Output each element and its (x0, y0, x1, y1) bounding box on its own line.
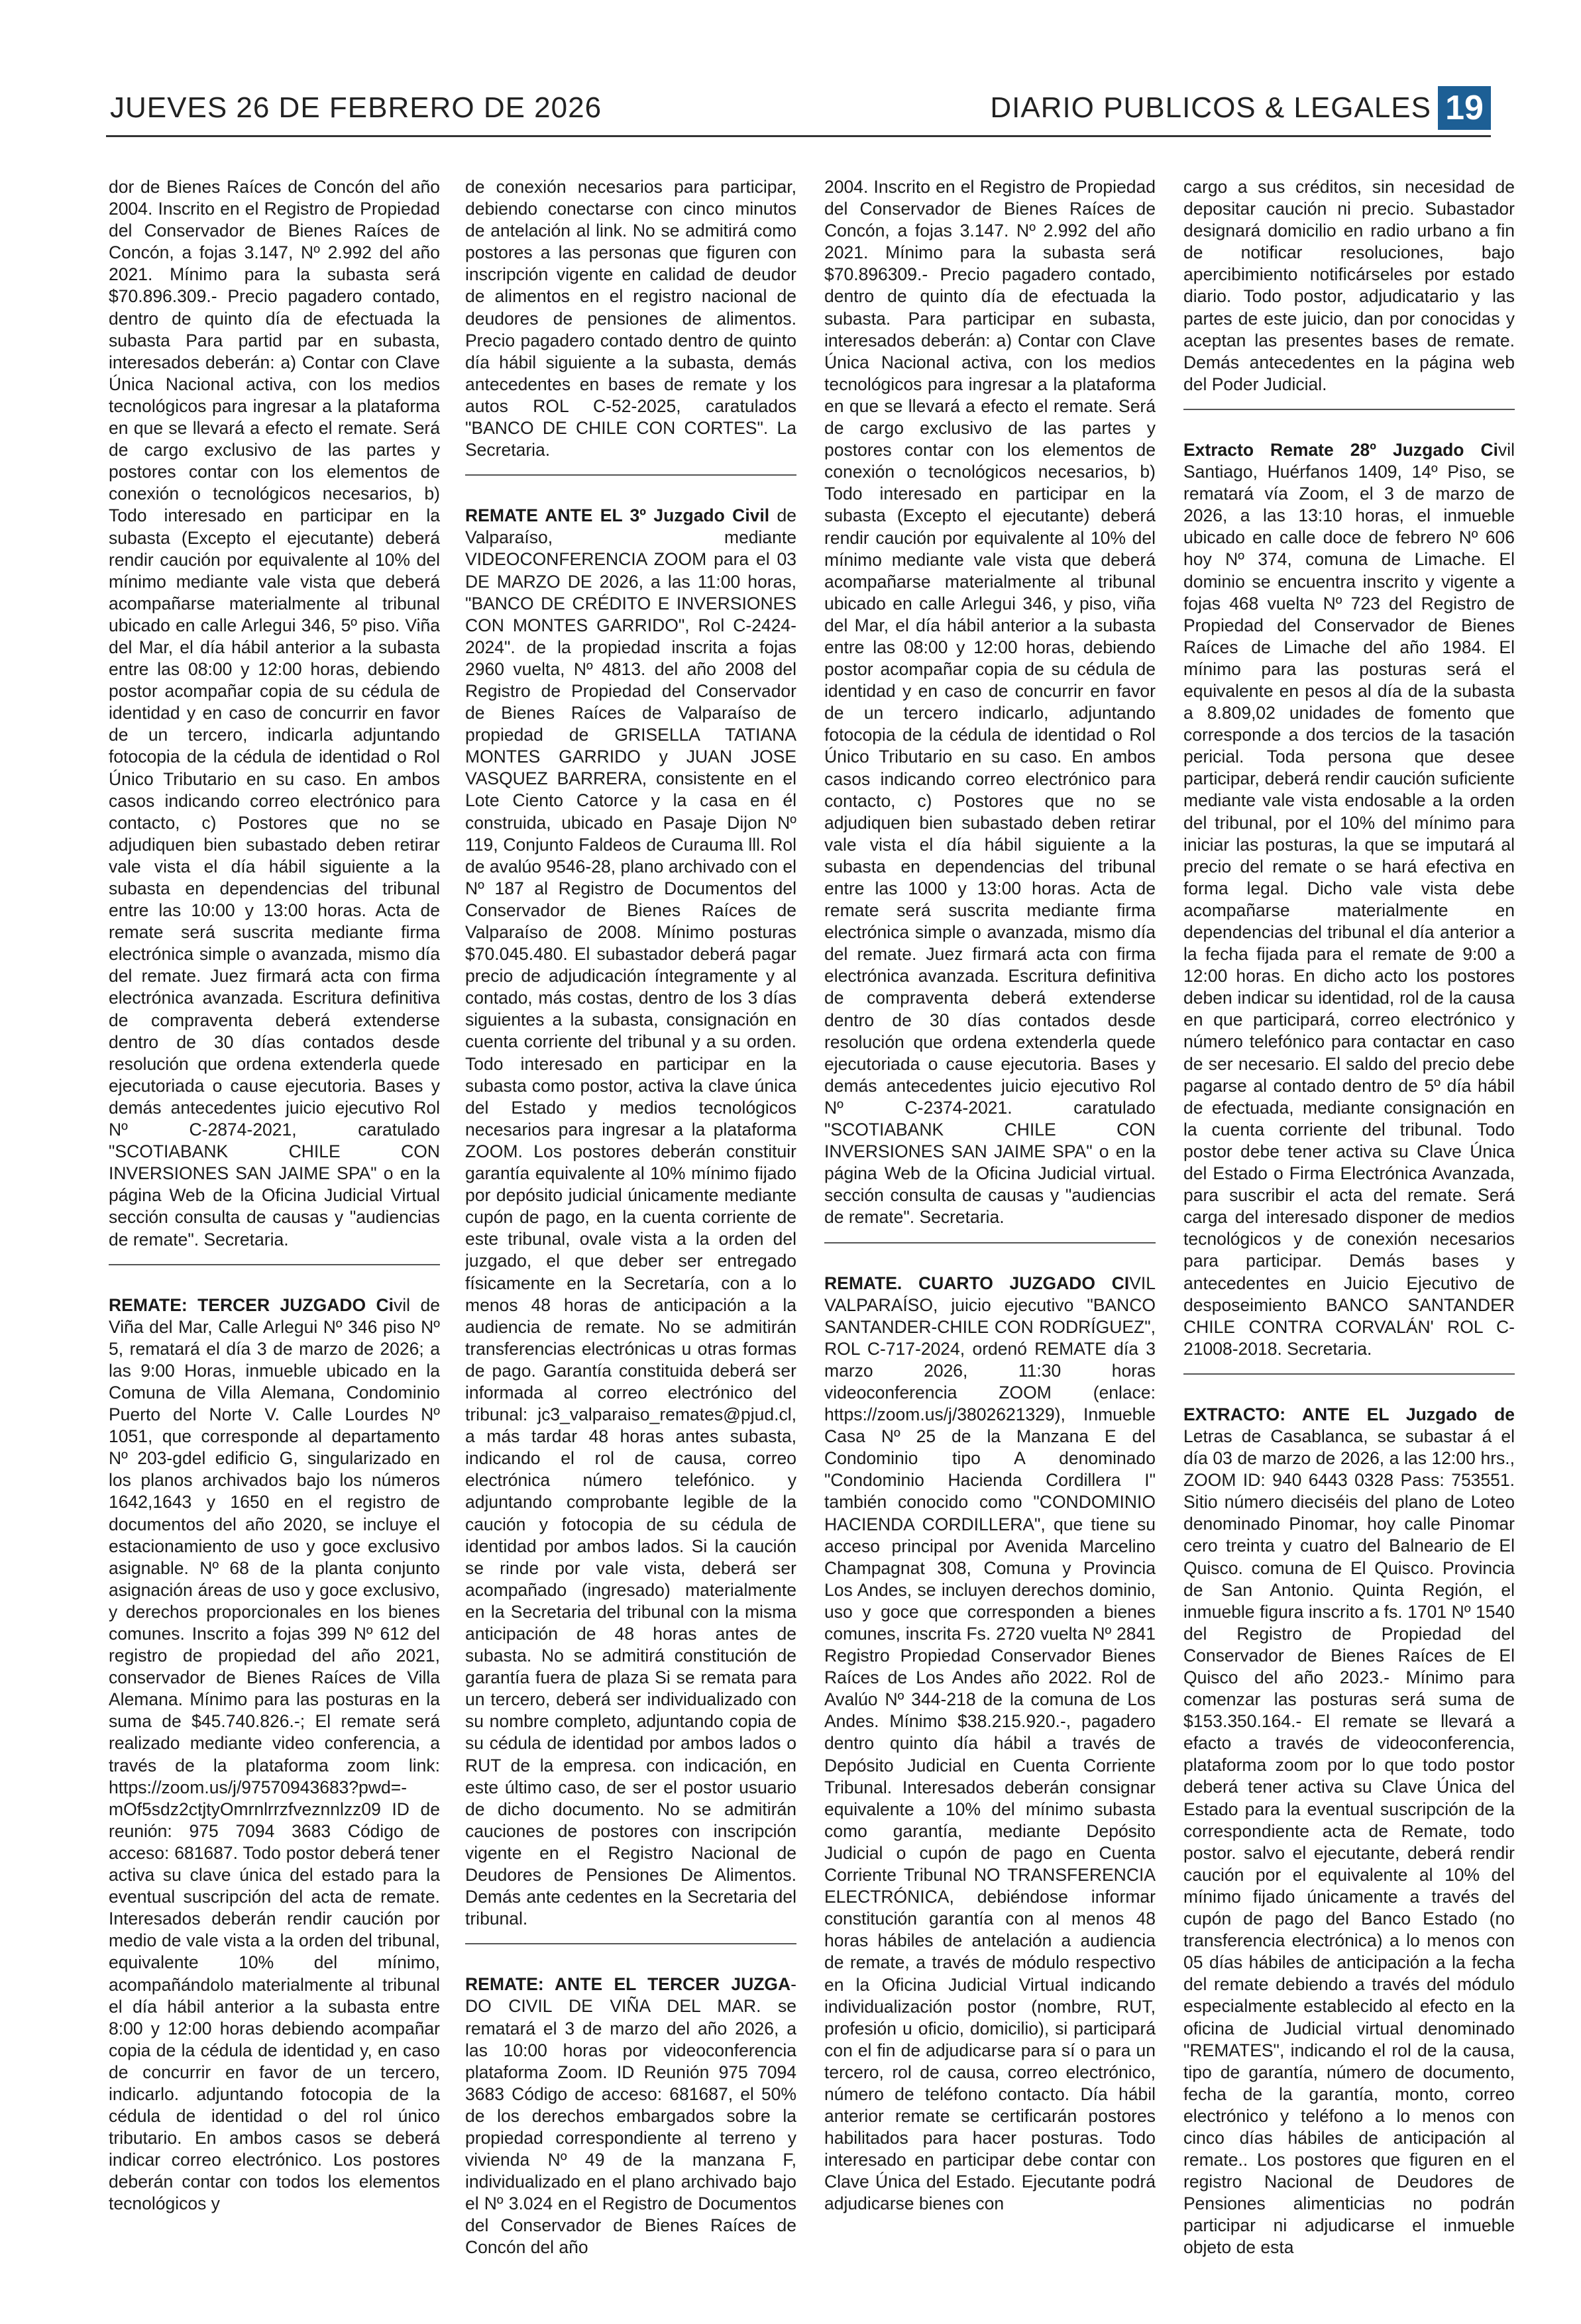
column-2 (465, 176, 796, 2303)
notice-body: cargo a sus créditos, sin necesidad de depositar caución ni precio. Subastador designará domicilio en radio urbano a fin de notificar resoluciones, bajo apercibimiento notificárseles por estado diario. Todo postor, adjudicatario y las partes de este juicio, dan por conocidas y aceptan las presentes bases de remate. Demás antecedentes en la página web del Poder Judicial. (1183, 177, 1515, 394)
notice (465, 505, 796, 1930)
notice-continuation (824, 176, 1156, 1229)
page-header (106, 86, 1491, 140)
notice-separator (1183, 409, 1515, 410)
header-rule (106, 135, 1491, 137)
notice-separator (824, 1242, 1156, 1243)
column-3 (824, 176, 1156, 2303)
notice-body: de Valparaíso, mediante VIDEOCONFERENCIA ZOOM para el 03 DE MARZO DE 2026, a las 11:00 horas, "BANCO DE CRÉDITO E INVERSIONES CON MONTES GARRIDO", Rol C-2424-2024". de la propiedad inscrita a fojas 2960 vuelta, Nº 4813. del año 2008 del Registro de Propiedad del Conservador de Bienes Raíces de Valparaíso de propiedad de GRISELLA TATIANA MONTES GARRIDO y JUAN JOSE VASQUEZ BARRERA, consistente en el Lote Ciento Catorce y la casa en él construida, ubicado en Pasaje Dijon Nº 119, Conjunto Faldeos de Curauma lll. Rol de avalúo 9546-28, plano archivado con el Nº 187 al Registro de Documentos del Conservador de Bienes Raíces de Valparaíso de 2008. Mínimo posturas $70.045.480. El subastador deberá pagar precio de adjudicación íntegramente y al contado, más costas, dentro de los 3 días siguientes a la subasta, consignación en cuenta corriente del tribunal y a su orden. Todo interesado en participar en la subasta como postor, activa la clave única del Estado y medios tecnológicos necesarios para ingresar a la plataforma ZOOM. Los postores deberán constituir garantía equivalente al 10% mínimo fijado por depósito judicial únicamente mediante cupón de pago, en la cuenta corriente de este tribunal, ovale vista a la orden del juzgado, el que deber ser entregado físicamente en la Secretaría, con a lo menos 48 horas de anticipación a la audiencia de remate. No se admitirán transferencias electrónicas u otras formas de pago. Garantía constituida deberá ser informada al correo electrónico del tribunal: jc3_valparaiso_remates@pjud.cl, a más tardar 48 horas antes subasta, indicando el rol de causa, correo electrónica número telefónico. y adjuntando comprobante legible de la caución y fotocopia de su cédula de identidad por ambos lados. Si la caución se rinde por vale vista, deberá ser acompañado (ingresado) materialmente en la Secretaria del tribunal con la misma anticipación de 48 horas antes de subasta. No se admitirá constitución de garantía fuera de plaza Si se remata para un tercero, deberá ser individualizado con su nombre completo, adjuntando copia de su cédula de identidad por ambos lados o RUT de la empresa. con indicación, en este último caso, de ser el postor usuario de dicho documento. No se admitirán cauciones de postores con inscripción vigente en el Registro Nacional de Deudores de Pensiones De Alimentos. Demás ante cedentes en la Secretaria del tribunal. (465, 505, 796, 1929)
notice-lead: REMATE: TERCER JUZGADO Ci (109, 1294, 394, 1315)
notice-continuation (465, 176, 796, 461)
notice-body: dor de Bienes Raíces de Concón del año 2004. Inscrito en el Registro de Propiedad del Conservador de Bienes Raíces de Concón, a fojas 3.147, Nº 2.992 del año 2021. Mínimo para la subasta será $70.896.309.- Precio pagadero contado, dentro de quinto día de efectuada la subasta Para partid par en subasta, interesados deberán: a) Contar con Clave Única Nacional activa, con los medios tecnológicos para ingresar a la plataforma en que se llevará a efecto el remate. Será de cargo exclusivo de las partes y postores contar con los elementos de conexión o tecnológicos necesarios, b) Todo interesado en participar en la subasta (Excepto el ejecutante) deberá rendir caución por equivalente al 10% del mínimo mediante vale vista que deberá acompañarse materialmente al tribunal ubicado en calle Arlegui 346, 5º piso. Viña del Mar, el día hábil anterior a la subasta entre las 08:00 y 12:00 horas, debiendo postor acompañar copia de su cédula de identidad y en caso de concurrir en favor de un tercero, indicarla adjuntando fotocopia de la cédula de identidad o Rol Único Tributario en su caso. En ambos casos indicando correo electrónico para contacto, c) Postores que no se adjudiquen bien subastado deben retirar vale vista el día hábil siguiente a la subasta en dependencias del tribunal entre las 10:00 y 13:00 horas. Acta de remate será suscrita mediante firma electrónica simple o avanzada, mismo día del remate. Juez firmará acta con firma electrónica avanzada. Escritura definitiva de compraventa deberá extenderse dentro de 30 días contados desde resolución que ordena extenderla quede ejecutoriada o cause ejecutoria. Bases y demás antecedentes juicio ejecutivo Rol Nº C-2874-2021, caratulado "SCOTIABANK CHILE CON INVERSIONES SAN JAIME SPA" o en la página Web de la Oficina Judicial Virtual sección consulta de causas y "audiencias de remate". Secretaria. (109, 177, 440, 1249)
column-4 (1183, 176, 1515, 2303)
notice-body: vil de Viña del Mar, Calle Arlegui Nº 346 piso Nº 5, rematará el día 3 de marzo de 2026; a las 9:00 Horas, inmueble ubicado en la Comuna de Villa Alemana, Condominio Puerto del Norte V. Calle Lourdes Nº 1051, que corresponde al departamento Nº 203-gdel edificio G, singularizado en los planos archivados bajo los números 1642,1643 y 1650 en el registro de documentos del año 2020, se incluye el estacionamiento de uso y goce exclusivo asignable. Nº 68 de la planta conjunto asignación áreas de uso y goce exclusivo, y derechos proporcionales en los bienes comunes. Inscrito a fojas 399 Nº 612 del registro de propiedad del año 2021, conservador de Bienes Raíces de Villa Alemana. Mínimo para las posturas en la suma de $45.740.826.-; El remate será realizado mediante video conferencia, a través de la plataforma zoom link: https://zoom.us/j/97570943683?pwd=-mOf5sdz2ctjtyOmrnlrrzfveznnlzz09 ID de reunión: 975 7094 3683 Código de acceso: 681687. Todo postor deberá tener activa su clave única del estado para la eventual suscripción del acta de remate. Interesados deberán rendir caución por medio de vale vista a la orden del tribunal, equivalente 10% del mínimo, acompañándolo materialmente al tribunal el día hábil anterior a la subasta entre 8:00 y 12:00 horas debiendo acompañar copia de la cédula de identidad y, en caso de concurrir en favor de un tercero, indicarlo. adjuntando fotocopia de la cédula de identidad o del rol único tributario. En ambos casos se deberá indicar correo electrónico. Los postores deberán contar con todos los elementos tecnológicos y (109, 1294, 440, 2214)
notice (1183, 1404, 1515, 2259)
notice-body: Letras de Casablanca, se subastar á el día 03 de marzo de 2026, a las 12:00 hrs., ZOOM ID: 940 6443 0328 Pass: 753551. Sitio número dieciséis del plano de Loteo denominado Pinomar, hoy calle Pinomar cero treinta y cuatro del Balneario de El Quisco. comuna de El Quisco. Provincia de San Antonio. Quinta Región, el inmueble figura inscrito a fs. 1701 Nº 1540 del Registro de Propiedad del Conservador de Bienes Raíces de El Quisco del año 2023.- Mínimo para comenzar las posturas será suma de $153.350.164.- El remate se llevará a efacto a través de videoconferencia, plataforma zoom por lo que todo postor deberá tener activa su Clave Única del Estado para la eventual suscripción de la correspondiente acta de Remate, todo postor. salvo el ejecutante, deberá rendir caución por el equivalente al 10% del mínimo fijado únicamente a través del cupón de pago del Banco Estado (no transferencia electrónica) a lo menos con 05 días hábiles de anticipación a la fecha del remate debiendo a través del módulo especialmente establecido al efecto en la oficina de Judicial virtual denominado "REMATES", indicando el rol de la causa, tipo de garantía, número de documento, fecha de la garantía, monto, correo electrónico y teléfono a lo menos con cinco días hábiles de anticipación al remate.. Los postores que figuren en el registro Nacional de Deudores de Pensiones alimenticias no podrán participar ni adjudicarse el inmueble objeto de esta (1183, 1426, 1515, 2258)
page-number-badge: 19 (1438, 86, 1491, 130)
notice-separator (465, 1943, 796, 1944)
notice (1183, 439, 1515, 1360)
notice (824, 1273, 1156, 2215)
notice-lead: Extracto Remate 28º Juzgado Ci (1183, 439, 1498, 460)
notice-separator (109, 1264, 440, 1265)
notice-separator (1183, 1373, 1515, 1375)
issue-date: JUEVES 26 DE FEBRERO DE 2026 (110, 91, 602, 124)
notice-body: -DO CIVIL DE VIÑA DEL MAR. se rematará el 3 de marzo del año 2026, a las 10:00 horas por videoconferencia plataforma Zoom. ID Reunión 975 7094 3683 Código de acceso: 681687, el 50% de los derechos embargados sobre la propiedad correspondiente al terreno y vivienda Nº 49 de la manzana F, individualizado en el plano archivado bajo el Nº 3.024 en el Registro de Documentos del Conservador de Bienes Raíces de Concón del año (465, 1974, 796, 2258)
notice (465, 1974, 796, 2258)
notice-body: 2004. Inscrito en el Registro de Propiedad del Conservador de Bienes Raíces de Concón, a fojas 3.147. Nº 2.992 del año 2021. Mínimo para la subasta será $70.896309.- Precio pagadero contado, dentro de quinto día de efectuada la subasta. Para participar en subasta, interesados deberán: a) Contar con Clave Única Nacional activa, con los medios tecnológicos para ingresar a la plataforma en que se llevará a efecto el remate. Será de cargo exclusivo de las partes y postores contar con los elementos de conexión o tecnológicos necesarios, b) Todo interesado en participar en la subasta (Excepto el ejecutante) deberá rendir caución por equivalente al 10% del mínimo mediante vale vista que deberá acompañarse materialmente al tribunal ubicado en calle Arlegui 346, y piso, viña del Mar, el día hábil anterior a la subasta entre las 08:00 y 12:00 horas, debiendo postor acompañar copia de su cédula de identidad y en caso de concurrir en favor de un tercero indicarlo, adjuntando fotocopia de la cédula de identidad o Rol Único Tributario en su caso. En ambos casos indicando correo electrónico para contacto, c) Postores que no se adjudiquen bien subastado deben retirar vale vista el día hábil siguiente a la subasta en dependencias del tribunal entre las 1000 y 13:00 horas. Acta de remate será suscrita mediante firma electrónica simple o avanzada, mismo día del remate. Juez firmará acta con firma electrónica avanzada. Escritura definitiva de compraventa deberá extenderse dentro de 30 días contados desde resolución que ordena extenderla quede ejecutoriada o cause ejecutoria. Bases y demás antecedentes juicio ejecutivo Rol Nº C-2374-2021. caratulado "SCOTIABANK CHILE CON INVERSIONES SAN JAIME SPA" o en la página Web de la Oficina Judicial virtual. sección consulta de causas y "audiencias de remate". Secretaria. (824, 177, 1156, 1228)
notice (109, 1294, 440, 2215)
notice-lead: REMATE ANTE EL 3º Juzgado Civil (465, 505, 770, 526)
notice-continuation (1183, 176, 1515, 396)
notice-lead: REMATE: ANTE EL TERCER JUZGA (465, 1974, 791, 1995)
notice-body: vil Santiago, Huérfanos 1409, 14º Piso, se rematará vía Zoom, el 3 de marzo de 2026, a las 13:10 horas, el inmueble ubicado en calle doce de febrero Nº 606 hoy Nº 374, comuna de Limache. El dominio se encuentra inscrito y vigente a fojas 468 vuelta Nº 723 del Registro de Propiedad del Conservador de Bienes Raíces de Limache del año 1984. El mínimo para las posturas será el equivalente en pesos al día de la subasta a 8.809,02 unidades de fomento que corresponde a dos tercios de la tasación pericial. Toda persona que desee participar, deberá rendir caución suficiente mediante vale vista endosable a la orden del tribunal, por el 10% del mínimo para iniciar las posturas, la que se imputará al precio del remate o se hará efectiva en forma legal. Dicho vale vista debe acompañarse materialmente en dependencias del tribunal el día anterior a la fecha fijada para el remate de 9:00 a 12:00 horas. En dicho acto los postores deben indicar su identidad, rol de la causa en que participará, correo electrónico y número telefónico para contactar en caso de ser necesario. El saldo del precio debe pagarse al contado dentro de 5º día hábil de efectuada, mediante consignación en la cuenta corriente del tribunal. Todo postor debe tener activa su Clave Única del Estado o Firma Electrónica Avanzada, para suscribir el acta del remate. Será carga del interesado disponer de medios tecnológicos y de conexión necesarios para participar. Demás bases y antecedentes en Juicio Ejecutivo de desposeimiento BANCO SANTANDER CHILE CONTRA CORVALÁN' ROL C-21008-2018. Secretaria. (1183, 439, 1515, 1359)
column-1 (109, 176, 440, 2303)
notice-lead: REMATE. CUARTO JUZGADO CI (824, 1273, 1130, 1293)
publication-name: DIARIO PUBLICOS & LEGALES (990, 91, 1431, 124)
notice-lead: EXTRACTO: ANTE EL Juzgado de (1183, 1404, 1515, 1424)
notice-separator (465, 474, 796, 476)
notice-body: VIL VALPARAÍSO, juicio ejecutivo "BANCO SANTANDER-CHILE CON RODRÍGUEZ", ROL C-717-2024, ordenó REMATE día 3 marzo 2026, 11:30 horas videoconferencia ZOOM (enlace: https://zoom.us/j/3802621329), Inmueble Casa Nº 25 de la Manzana E del Condominio tipo A denominado "Condominio Hacienda Cordillera I" también conocido como "CONDOMINIO HACIENDA CORDILLERA", que tiene su acceso principal por Avenida Marcelino Champagnat 308, Comuna y Provincia Los Andes, se incluyen derechos dominio, uso y goce que corresponden a bienes comunes, inscrita Fs. 2720 vuelta Nº 2841 Registro Propiedad Conservador Bienes Raíces de Los Andes año 2022. Rol de Avalúo Nº 344-218 de la comuna de Los Andes. Mínimo $38.215.920.-, pagadero dentro quinto día hábil a través de Depósito Judicial en Cuenta Corriente Tribunal. Interesados deberán consignar equivalente a 10% del mínimo subasta como garantía, mediante Depósito Judicial o cupón de pago en Cuenta Corriente Tribunal NO TRANSFERENCIA ELECTRÓNICA, debiéndose informar constitución garantía con al menos 48 horas hábiles de antelación a audiencia de remate, a través de módulo respectivo en la Oficina Judicial Virtual indicando individualización postor (nombre, RUT, profesión u oficio, domicilio), si participará con el fin de adjudicarse para sí o para un tercero, rol de causa, correo electrónico, número de teléfono contacto. Día hábil anterior remate se certificarán postores habilitados para hacer posturas. Todo interesado en participar debe contar con Clave Única del Estado. Ejecutante podrá adjudicarse bienes con (824, 1273, 1156, 2214)
notice-continuation (109, 176, 440, 1251)
notice-body: de conexión necesarios para participar, debiendo conectarse con cinco minutos de antelación al link. No se admitirá como postores a las personas que figuren con inscripción vigente en calidad de deudor de alimentos en el registro nacional de deudores de pensiones de alimentos. Precio pagadero contado dentro de quinto día hábil siguiente a la subasta, demás antecedentes en bases de remate y los autos ROL C-52-2025, caratulados "BANCO DE CHILE CON CORTES". La Secretaria. (465, 177, 796, 460)
